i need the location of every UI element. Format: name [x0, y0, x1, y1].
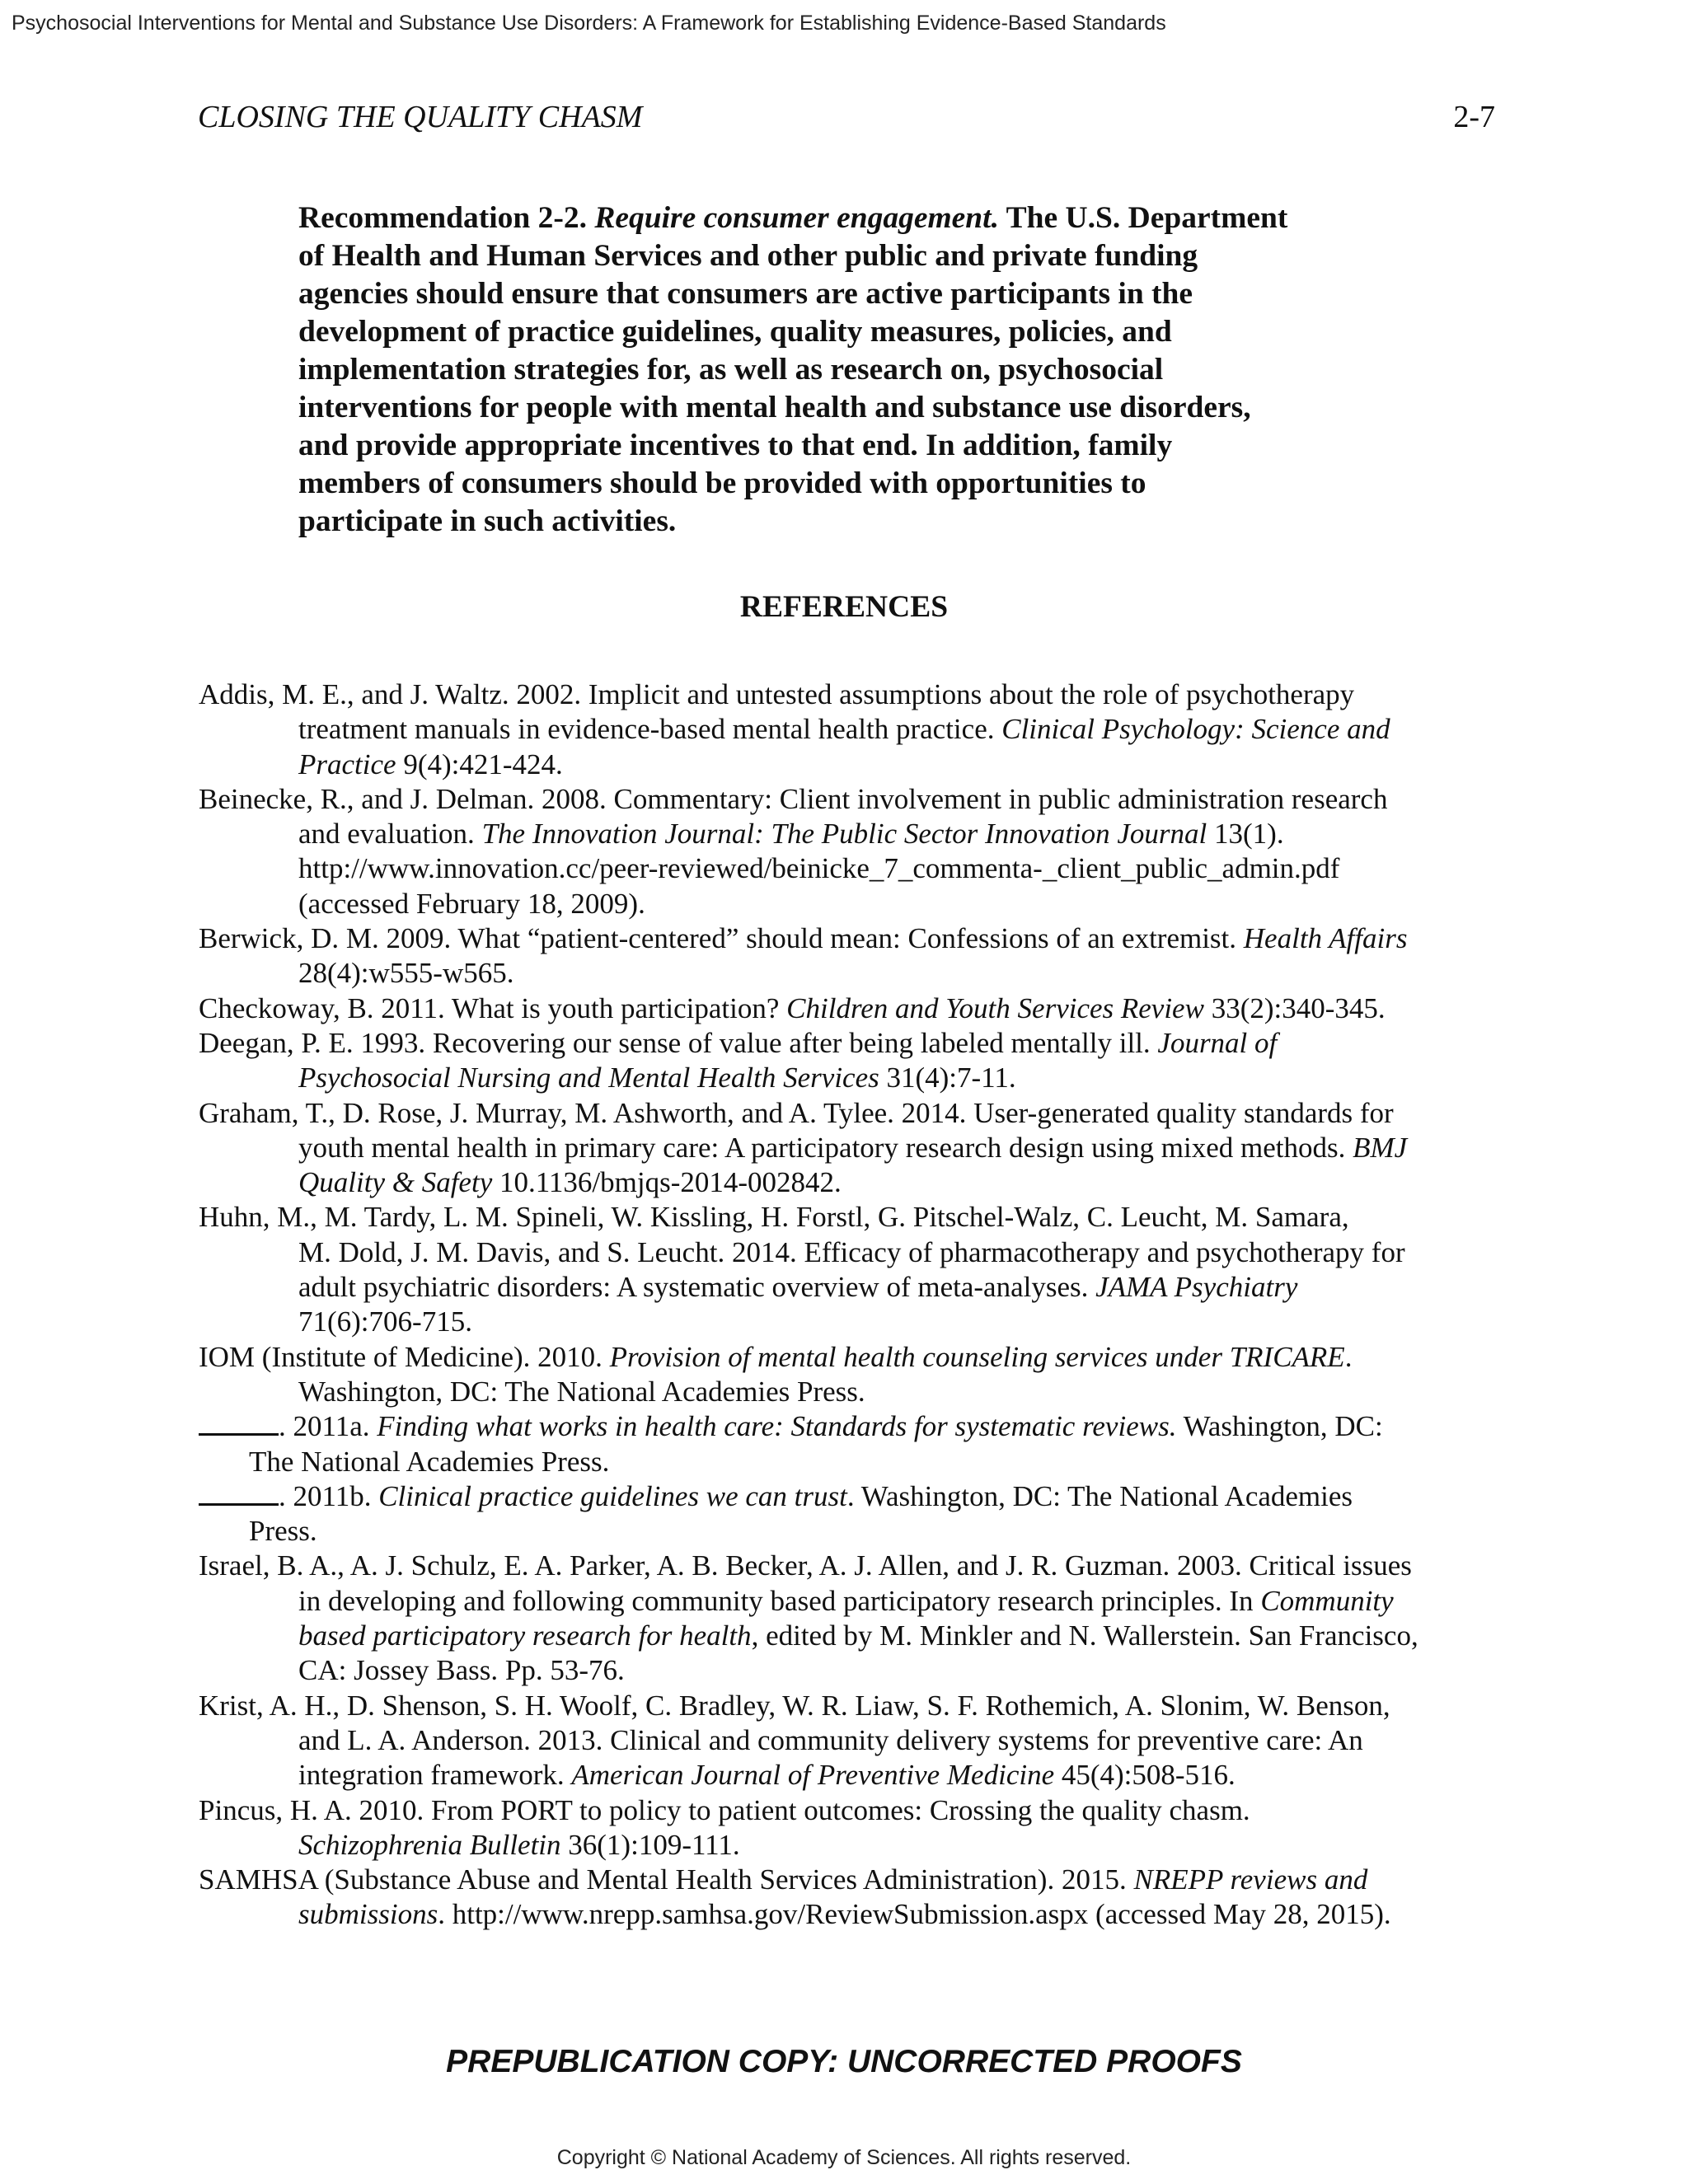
- recommendation-line: participate in such activities.: [298, 504, 677, 538]
- reference-entry: [199, 1479, 1517, 1549]
- recommendation-line: agencies should ensure that consumers are active participants in the: [298, 277, 1193, 311]
- reference-line: Beinecke, R., and J. Delman. 2008. Commentary: Client involvement in public administration research: [199, 782, 1388, 815]
- reference-line: [199, 712, 1517, 747]
- journal-title: Schizophrenia Bulletin: [298, 1828, 561, 1861]
- journal-title: JAMA Psychiatry: [1095, 1271, 1298, 1304]
- reference-text: youth mental health in primary care: A participatory research design using mixed methods.: [298, 1131, 1353, 1164]
- reference-line: Washington, DC: The National Academies Press.: [298, 1375, 865, 1408]
- reference-line: CA: Jossey Bass. Pp. 53-76.: [298, 1654, 625, 1687]
- reference-line: and L. A. Anderson. 2013. Clinical and community delivery systems for preventive care: An: [298, 1723, 1363, 1756]
- book-title: Clinical practice guidelines we can trust: [378, 1479, 847, 1512]
- reference-entry: [199, 1096, 1517, 1201]
- reference-text: 9(4):421-424.: [396, 748, 563, 780]
- reference-entry: [199, 921, 1517, 991]
- reference-line: 71(6):706-715.: [298, 1305, 472, 1338]
- journal-title: American Journal of Preventive Medicine: [571, 1759, 1055, 1792]
- reference-entry: [199, 782, 1517, 921]
- book-title: Finding what works in health care: Standards for systematic reviews.: [377, 1410, 1177, 1443]
- recommendation-line: implementation strategies for, as well as research on, psychosocial: [298, 353, 1164, 387]
- running-head: [198, 99, 1495, 140]
- reference-line: M. Dold, J. M. Davis, and S. Leucht. 2014. Efficacy of pharmacotherapy and psychotherapy for: [298, 1235, 1405, 1268]
- copyright-notice: Copyright © National Academy of Sciences. All rights reserved.: [556, 2146, 1132, 2169]
- reference-text: and evaluation.: [298, 818, 482, 851]
- reference-text: . Washington, DC: The National Academies: [846, 1479, 1353, 1512]
- running-head-title: CLOSING THE QUALITY CHASM: [198, 100, 643, 134]
- reference-text: . 2011b.: [279, 1479, 379, 1512]
- reference-entry: [199, 1549, 1517, 1688]
- reference-text: 33(2):340-345.: [1203, 991, 1386, 1024]
- book-title: Community: [1260, 1584, 1394, 1617]
- web-title: NREPP reviews and: [1133, 1863, 1368, 1896]
- reference-line: Krist, A. H., D. Shenson, S. H. Woolf, C. Bradley, W. R. Liaw, S. F. Rothemich, A. Slonim, W. Benson,: [199, 1689, 1390, 1722]
- reference-text: SAMHSA (Substance Abuse and Mental Health Services Administration). 2015.: [199, 1863, 1134, 1896]
- reference-line: [199, 817, 1517, 851]
- reference-line: [199, 1340, 1517, 1375]
- web-title: submissions: [298, 1898, 438, 1931]
- reference-line: [199, 1026, 1517, 1061]
- reference-entry: [199, 1793, 1517, 1863]
- reference-line: Addis, M. E., and J. Waltz. 2002. Implicit and untested assumptions about the role of psychotherapy: [199, 678, 1355, 710]
- reference-line: [199, 1131, 1517, 1165]
- journal-title: Psychosocial Nursing and Mental Health Services: [298, 1062, 879, 1094]
- recommendation-line: and provide appropriate incentives to that end. In addition, family: [298, 429, 1173, 462]
- recommendation-line: [298, 199, 1411, 237]
- reference-line: [199, 1863, 1517, 1897]
- page-number: 2-7: [1453, 100, 1495, 134]
- reference-line: [199, 921, 1517, 956]
- reference-text: treatment manuals in evidence-based mental health practice.: [298, 713, 1002, 746]
- journal-title: Practice: [298, 748, 396, 780]
- reference-url[interactable]: http://www.innovation.cc/peer-reviewed/beinicke_7_commenta-_client_public_admin.pdf: [298, 852, 1340, 885]
- prepublication-notice: PREPUBLICATION COPY: UNCORRECTED PROOFS: [446, 2044, 1242, 2079]
- reference-line: [199, 1409, 1517, 1444]
- reference-entry: [199, 991, 1517, 1026]
- reference-line: [199, 1619, 1517, 1653]
- reference-text: Washington, DC:: [1176, 1410, 1383, 1443]
- reference-text: 13(1).: [1207, 818, 1284, 851]
- reference-line: [199, 1061, 1517, 1095]
- recommendation-title: Require consumer engagement.: [594, 201, 999, 235]
- reference-text: Berwick, D. M. 2009. What “patient-centered” should mean: Confessions of an extremist.: [199, 922, 1244, 955]
- reference-line: [199, 1828, 1517, 1863]
- reference-line: [199, 1165, 1517, 1200]
- repeated-author-rule: [199, 1412, 279, 1436]
- reference-text: . 2011a.: [279, 1410, 377, 1443]
- reference-entry: [199, 1863, 1517, 1933]
- reference-text: 45(4):508-516.: [1054, 1759, 1236, 1792]
- reference-line: [199, 1270, 1517, 1305]
- reference-line: (accessed February 18, 2009).: [298, 887, 645, 920]
- journal-title: Journal of: [1157, 1026, 1278, 1059]
- journal-title: Children and Youth Services Review: [786, 991, 1204, 1024]
- recommendation-label: Recommendation 2-2.: [298, 201, 595, 235]
- journal-title: BMJ: [1353, 1131, 1408, 1164]
- recommendation-line: of Health and Human Services and other public and private funding: [298, 239, 1198, 273]
- reference-text: 10.1136/bmjqs-2014-002842.: [492, 1166, 842, 1199]
- reference-entry: [199, 1026, 1517, 1096]
- reference-entry: [199, 1689, 1517, 1793]
- journal-title: The Innovation Journal: The Public Sector Innovation Journal: [481, 818, 1207, 851]
- reference-text: .: [1344, 1340, 1353, 1373]
- recommendation-line: development of practice guidelines, quality measures, policies, and: [298, 315, 1172, 349]
- reference-text: 36(1):109-111.: [560, 1828, 740, 1861]
- document-banner: Psychosocial Interventions for Mental and Substance Use Disorders: A Framework for Establishing Evidence-Based Standards: [12, 12, 1166, 35]
- reference-line: [199, 991, 1517, 1026]
- reference-line: Press.: [249, 1515, 317, 1548]
- reference-line: [199, 1479, 1517, 1514]
- reference-entry: [199, 1409, 1517, 1479]
- reference-text: . http://www.nrepp.samhsa.gov/ReviewSubmission.aspx (accessed May 28, 2015).: [438, 1898, 1391, 1931]
- recommendation-text: The U.S. Department: [998, 201, 1288, 235]
- reference-text: adult psychiatric disorders: A systematic overview of meta-analyses.: [298, 1271, 1096, 1304]
- reference-line: [199, 1897, 1517, 1932]
- reference-line: [199, 748, 1517, 782]
- reference-line: Huhn, M., M. Tardy, L. M. Spineli, W. Kissling, H. Forstl, G. Pitschel-Walz, C. Leucht, M. Samara,: [199, 1201, 1349, 1234]
- journal-title: Quality & Safety: [298, 1166, 493, 1199]
- recommendation-box: [298, 199, 1411, 541]
- references-heading: REFERENCES: [739, 590, 949, 624]
- reference-line: [199, 1584, 1517, 1619]
- reference-text: Checkoway, B. 2011. What is youth participation?: [199, 991, 787, 1024]
- reference-line: Israel, B. A., A. J. Schulz, E. A. Parker, A. B. Becker, A. J. Allen, and J. R. Guzman. 2003. Critical issues: [199, 1549, 1412, 1582]
- recommendation-line: interventions for people with mental health and substance use disorders,: [298, 391, 1251, 424]
- reference-text: , edited by M. Minkler and N. Wallerstein. San Francisco,: [751, 1619, 1418, 1652]
- reference-text: 31(4):7-11.: [879, 1062, 1016, 1094]
- reference-entry: [199, 677, 1517, 782]
- reference-line: 28(4):w555-w565.: [298, 957, 514, 990]
- reference-text: integration framework.: [298, 1759, 572, 1792]
- reference-line: [199, 1758, 1517, 1793]
- reference-text: IOM (Institute of Medicine). 2010.: [199, 1340, 610, 1373]
- reference-line: The National Academies Press.: [249, 1445, 610, 1478]
- reference-entry: [199, 1200, 1517, 1339]
- journal-title: Clinical Psychology: Science and: [1001, 713, 1390, 746]
- reference-entry: [199, 1340, 1517, 1410]
- reference-list: [199, 677, 1517, 1933]
- reference-line: Graham, T., D. Rose, J. Murray, M. Ashworth, and A. Tylee. 2014. User-generated quality standards for: [199, 1096, 1394, 1129]
- reference-text: in developing and following community based participatory research principles. In: [298, 1584, 1261, 1617]
- journal-title: Health Affairs: [1243, 922, 1408, 955]
- reference-text: Deegan, P. E. 1993. Recovering our sense of value after being labeled mentally ill.: [199, 1026, 1158, 1059]
- recommendation-line: members of consumers should be provided with opportunities to: [298, 466, 1146, 500]
- book-title: based participatory research for health: [298, 1619, 752, 1652]
- book-title: Provision of mental health counseling services under TRICARE: [609, 1340, 1345, 1373]
- reference-line: Pincus, H. A. 2010. From PORT to policy to patient outcomes: Crossing the quality chasm.: [199, 1793, 1250, 1826]
- repeated-author-rule: [199, 1482, 279, 1506]
